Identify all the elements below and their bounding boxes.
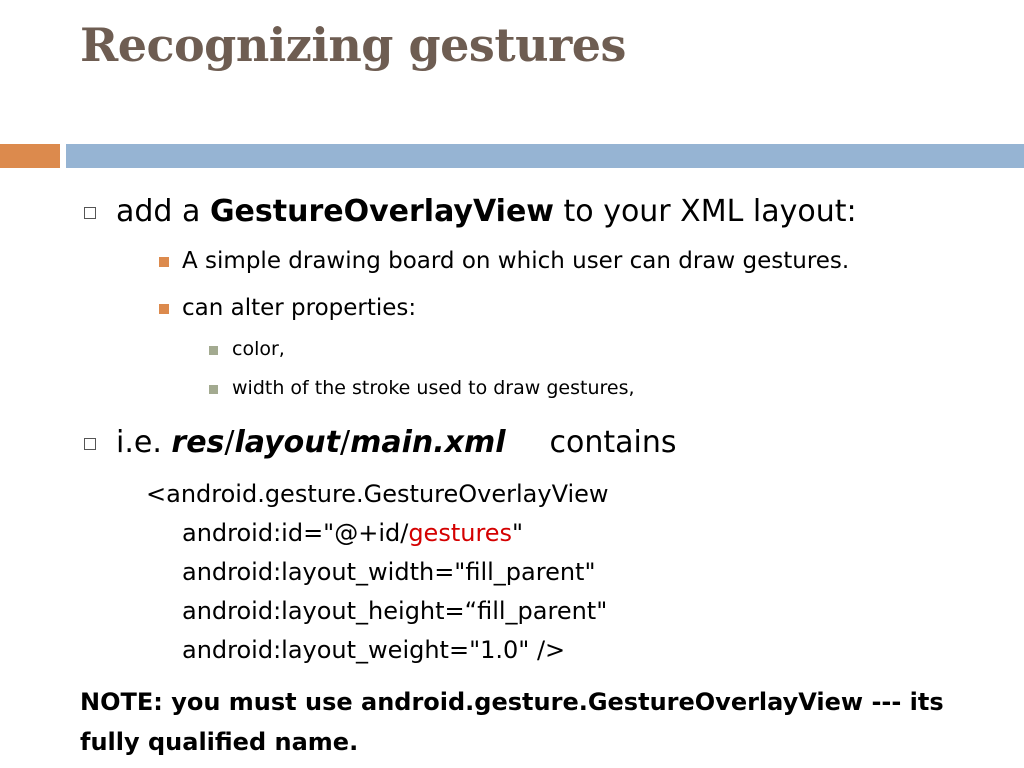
code-text: " (512, 519, 524, 547)
hollow-square-bullet-icon (84, 438, 96, 450)
code-line: android:layout_width="fill_parent" (182, 558, 596, 586)
orange-square-bullet-icon (159, 257, 169, 267)
path-segment: layout (234, 425, 340, 460)
code-line: android:layout_height=“fill_parent" (182, 597, 608, 625)
bullet-text: contains (549, 425, 677, 460)
path-segment: main.xml (350, 425, 506, 460)
slide-title: Recognizing gestures (80, 18, 626, 72)
bullet-add-overlay (116, 194, 857, 229)
title-divider-bar (66, 144, 1024, 168)
path-separator: / (224, 425, 235, 460)
orange-square-bullet-icon (159, 304, 169, 314)
code-text: android:id="@+id/ (182, 519, 409, 547)
code-highlight: gestures (408, 519, 513, 547)
bullet-text: i.e. (116, 425, 172, 460)
olive-square-bullet-icon (209, 385, 218, 394)
code-line (182, 519, 523, 547)
bullet-text: to your XML layout: (554, 194, 857, 229)
note-text: NOTE: you must use android.gesture.GestureOverlayView --- its fully qualified name. (80, 688, 944, 756)
hollow-square-bullet-icon (84, 207, 96, 219)
sub-bullet-drawing-board: A simple drawing board on which user can draw gestures. (182, 248, 850, 274)
property-item-stroke-width: width of the stroke used to draw gestures, (232, 377, 635, 399)
sub-bullet-alter-properties: can alter properties: (182, 295, 417, 321)
olive-square-bullet-icon (209, 346, 218, 355)
code-line: android:layout_weight="1.0" /> (182, 636, 566, 664)
bullet-layout-file (116, 425, 677, 460)
code-line: <android.gesture.GestureOverlayView (146, 480, 609, 508)
property-item-color: color, (232, 338, 285, 360)
path-segment: res (171, 425, 225, 460)
title-accent-bar (0, 144, 60, 168)
gesture-overlay-view-term: GestureOverlayView (209, 194, 554, 229)
path-separator: / (339, 425, 351, 460)
bullet-text: add a (116, 194, 210, 229)
